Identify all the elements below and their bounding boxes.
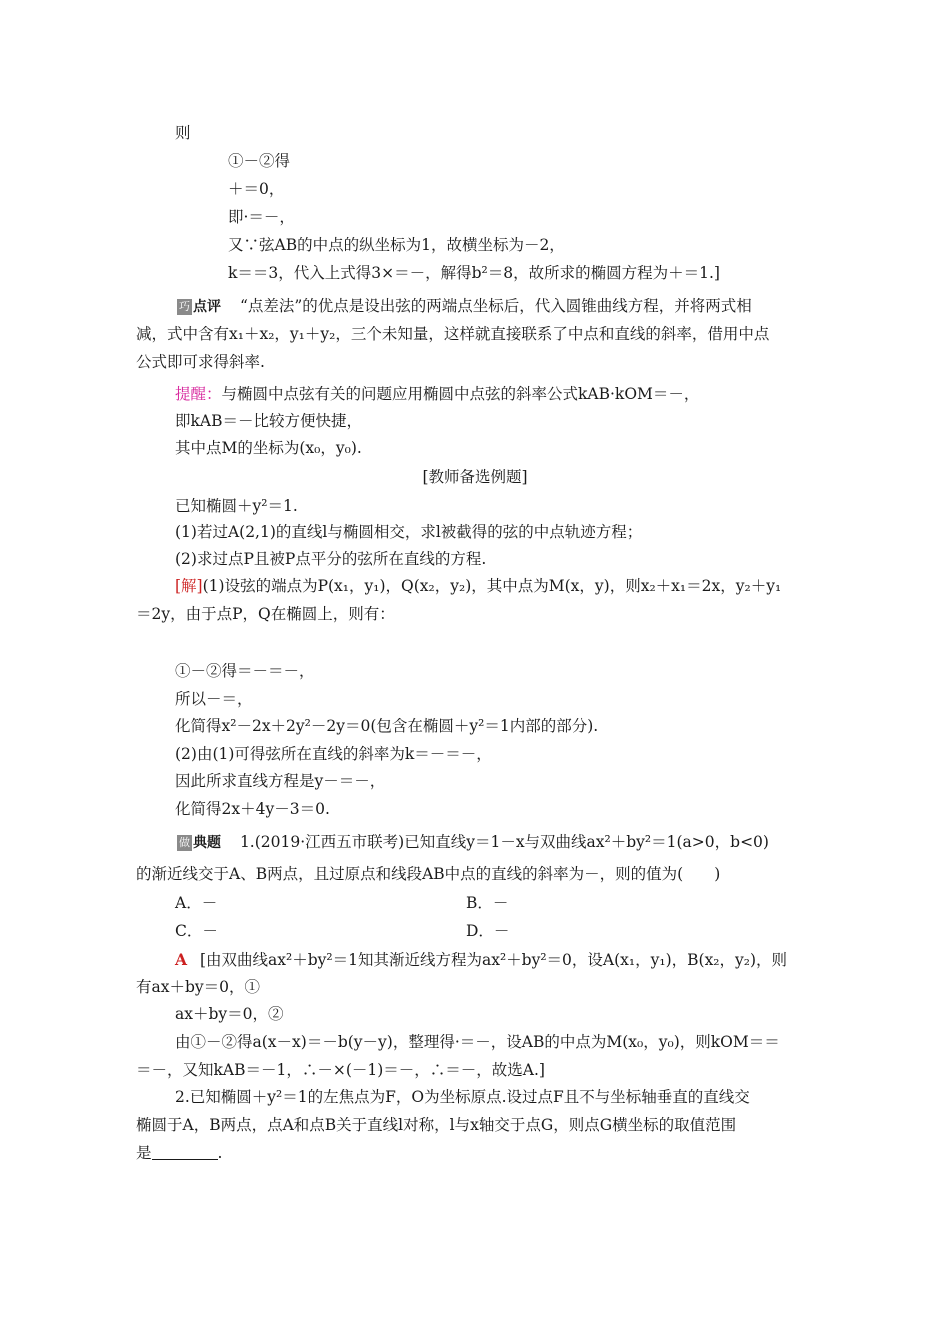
- solution-line-3: ①－②得＝－＝－，: [175, 662, 315, 680]
- solution-text: (1)设弦的端点为P(x₁，y₁)，Q(x₂，y₂)，其中点为M(x，y)，则x₂＋x₁＝2x，y₂＋y₁: [202, 577, 782, 595]
- tip-line-1: [175, 384, 699, 404]
- tip-line-3: 其中点M的坐标为(x₀，y₀).: [175, 439, 362, 457]
- problem-stem: 已知椭圆＋y²＝1.: [175, 497, 298, 515]
- review-line-3: 公式即可求得斜率.: [136, 353, 265, 371]
- section-title: [教师备选例题]: [422, 468, 528, 486]
- solution-label: [解]: [175, 577, 203, 595]
- tip-label: 提醒：: [175, 385, 222, 403]
- solution-line-6: (2)由(1)可得弦所在直线的斜率为k＝－＝－，: [175, 745, 492, 763]
- answer-line-2: 有ax＋by＝0，①: [136, 978, 261, 996]
- practice-badge: 做: [179, 836, 190, 849]
- text-line: 又∵弦AB的中点的纵坐标为1，故横坐标为－2，: [228, 236, 565, 254]
- solution-line-8: 化简得2x＋4y－3＝0.: [175, 800, 330, 818]
- solution-line-4: 所以－＝，: [175, 690, 253, 708]
- answer-letter: A: [175, 950, 188, 969]
- option-c: C．－: [175, 922, 218, 940]
- answer-line-1: [175, 950, 787, 970]
- question-2-line-3: [136, 1143, 222, 1163]
- review-line-1: [177, 296, 752, 317]
- review-badge: 巧: [179, 300, 190, 313]
- tip-line-2: 即kAB＝－比较方便快捷，: [175, 412, 362, 430]
- practice-line-1: [177, 832, 769, 853]
- review-text: “点差法”的优点是设出弦的两端点坐标后，代入圆锥曲线方程，并将两式相: [239, 297, 752, 315]
- text-line: ＋＝0，: [228, 180, 285, 198]
- answer-line-5: ＝－，又知kAB＝－1，∴－×(－1)＝－，∴＝－，故选A.]: [136, 1061, 545, 1079]
- question-2-line-2: 椭圆于A，B两点，点A和点B关于直线l对称，l与x轴交于点G，则点G横坐标的取值范围: [136, 1116, 737, 1134]
- solution-line-7: 因此所求直线方程是y－＝－，: [175, 772, 386, 790]
- review-line-2: 减，式中含有x₁＋x₂，y₁＋y₂，三个未知量，这样就直接联系了中点和直线的斜率，借用中点: [136, 325, 770, 343]
- problem-q2: (2)求过点P且被P点平分的弦所在直线的方程.: [175, 550, 487, 568]
- text-line: k＝＝3，代入上式得3×＝－，解得b²＝8，故所求的椭圆方程为＋＝1.]: [228, 264, 720, 282]
- answer-line-4: 由①－②得a(x－x)＝－b(y－y)，整理得·＝－，设AB的中点为M(x₀，y₀)，则kOM＝＝: [175, 1033, 780, 1051]
- question-2-line-1: 2.已知椭圆＋y²＝1的左焦点为F，O为坐标原点.设过点F且不与坐标轴垂直的直线交: [175, 1088, 750, 1106]
- text-line: ①－②得: [228, 152, 291, 170]
- solution-line-5: 化简得x²－2x＋2y²－2y＝0(包含在椭圆＋y²＝1内部的部分).: [175, 717, 599, 735]
- text-line: 即·＝－，: [228, 208, 295, 226]
- solution-line-1: [175, 576, 781, 596]
- answer-blank: [152, 1145, 218, 1160]
- period: .: [217, 1144, 223, 1162]
- practice-line-2: 的渐近线交于A、B两点，且过原点和线段AB中点的直线的斜率为－，则的值为( ): [136, 865, 721, 883]
- practice-label: 典题: [193, 835, 221, 851]
- text-line: 则: [175, 124, 191, 142]
- option-b: B．－: [466, 894, 509, 912]
- option-d: D．－: [466, 922, 510, 940]
- option-a: A．－: [175, 894, 218, 912]
- problem-q1: (1)若过A(2,1)的直线l与椭圆相交，求l被截得的弦的中点轨迹方程；: [175, 523, 643, 541]
- review-label: 点评: [193, 299, 221, 315]
- answer-text: [由双曲线ax²＋by²＝1知其渐近线方程为ax²＋by²＝0，设A(x₁，y₁)，B(x₂，y₂)，则: [199, 951, 788, 969]
- question-2-text: 是: [136, 1144, 152, 1162]
- answer-line-3: ax＋by＝0，②: [175, 1005, 284, 1023]
- tip-text: 与椭圆中点弦有关的问题应用椭圆中点弦的斜率公式kAB·kOM＝－，: [221, 385, 700, 403]
- practice-text: 1.(2019·江西五市联考)已知直线y＝1－x与双曲线ax²＋by²＝1(a>0，b<0): [239, 833, 769, 851]
- solution-line-2: ＝2y，由于点P，Q在椭圆上，则有：: [136, 605, 395, 623]
